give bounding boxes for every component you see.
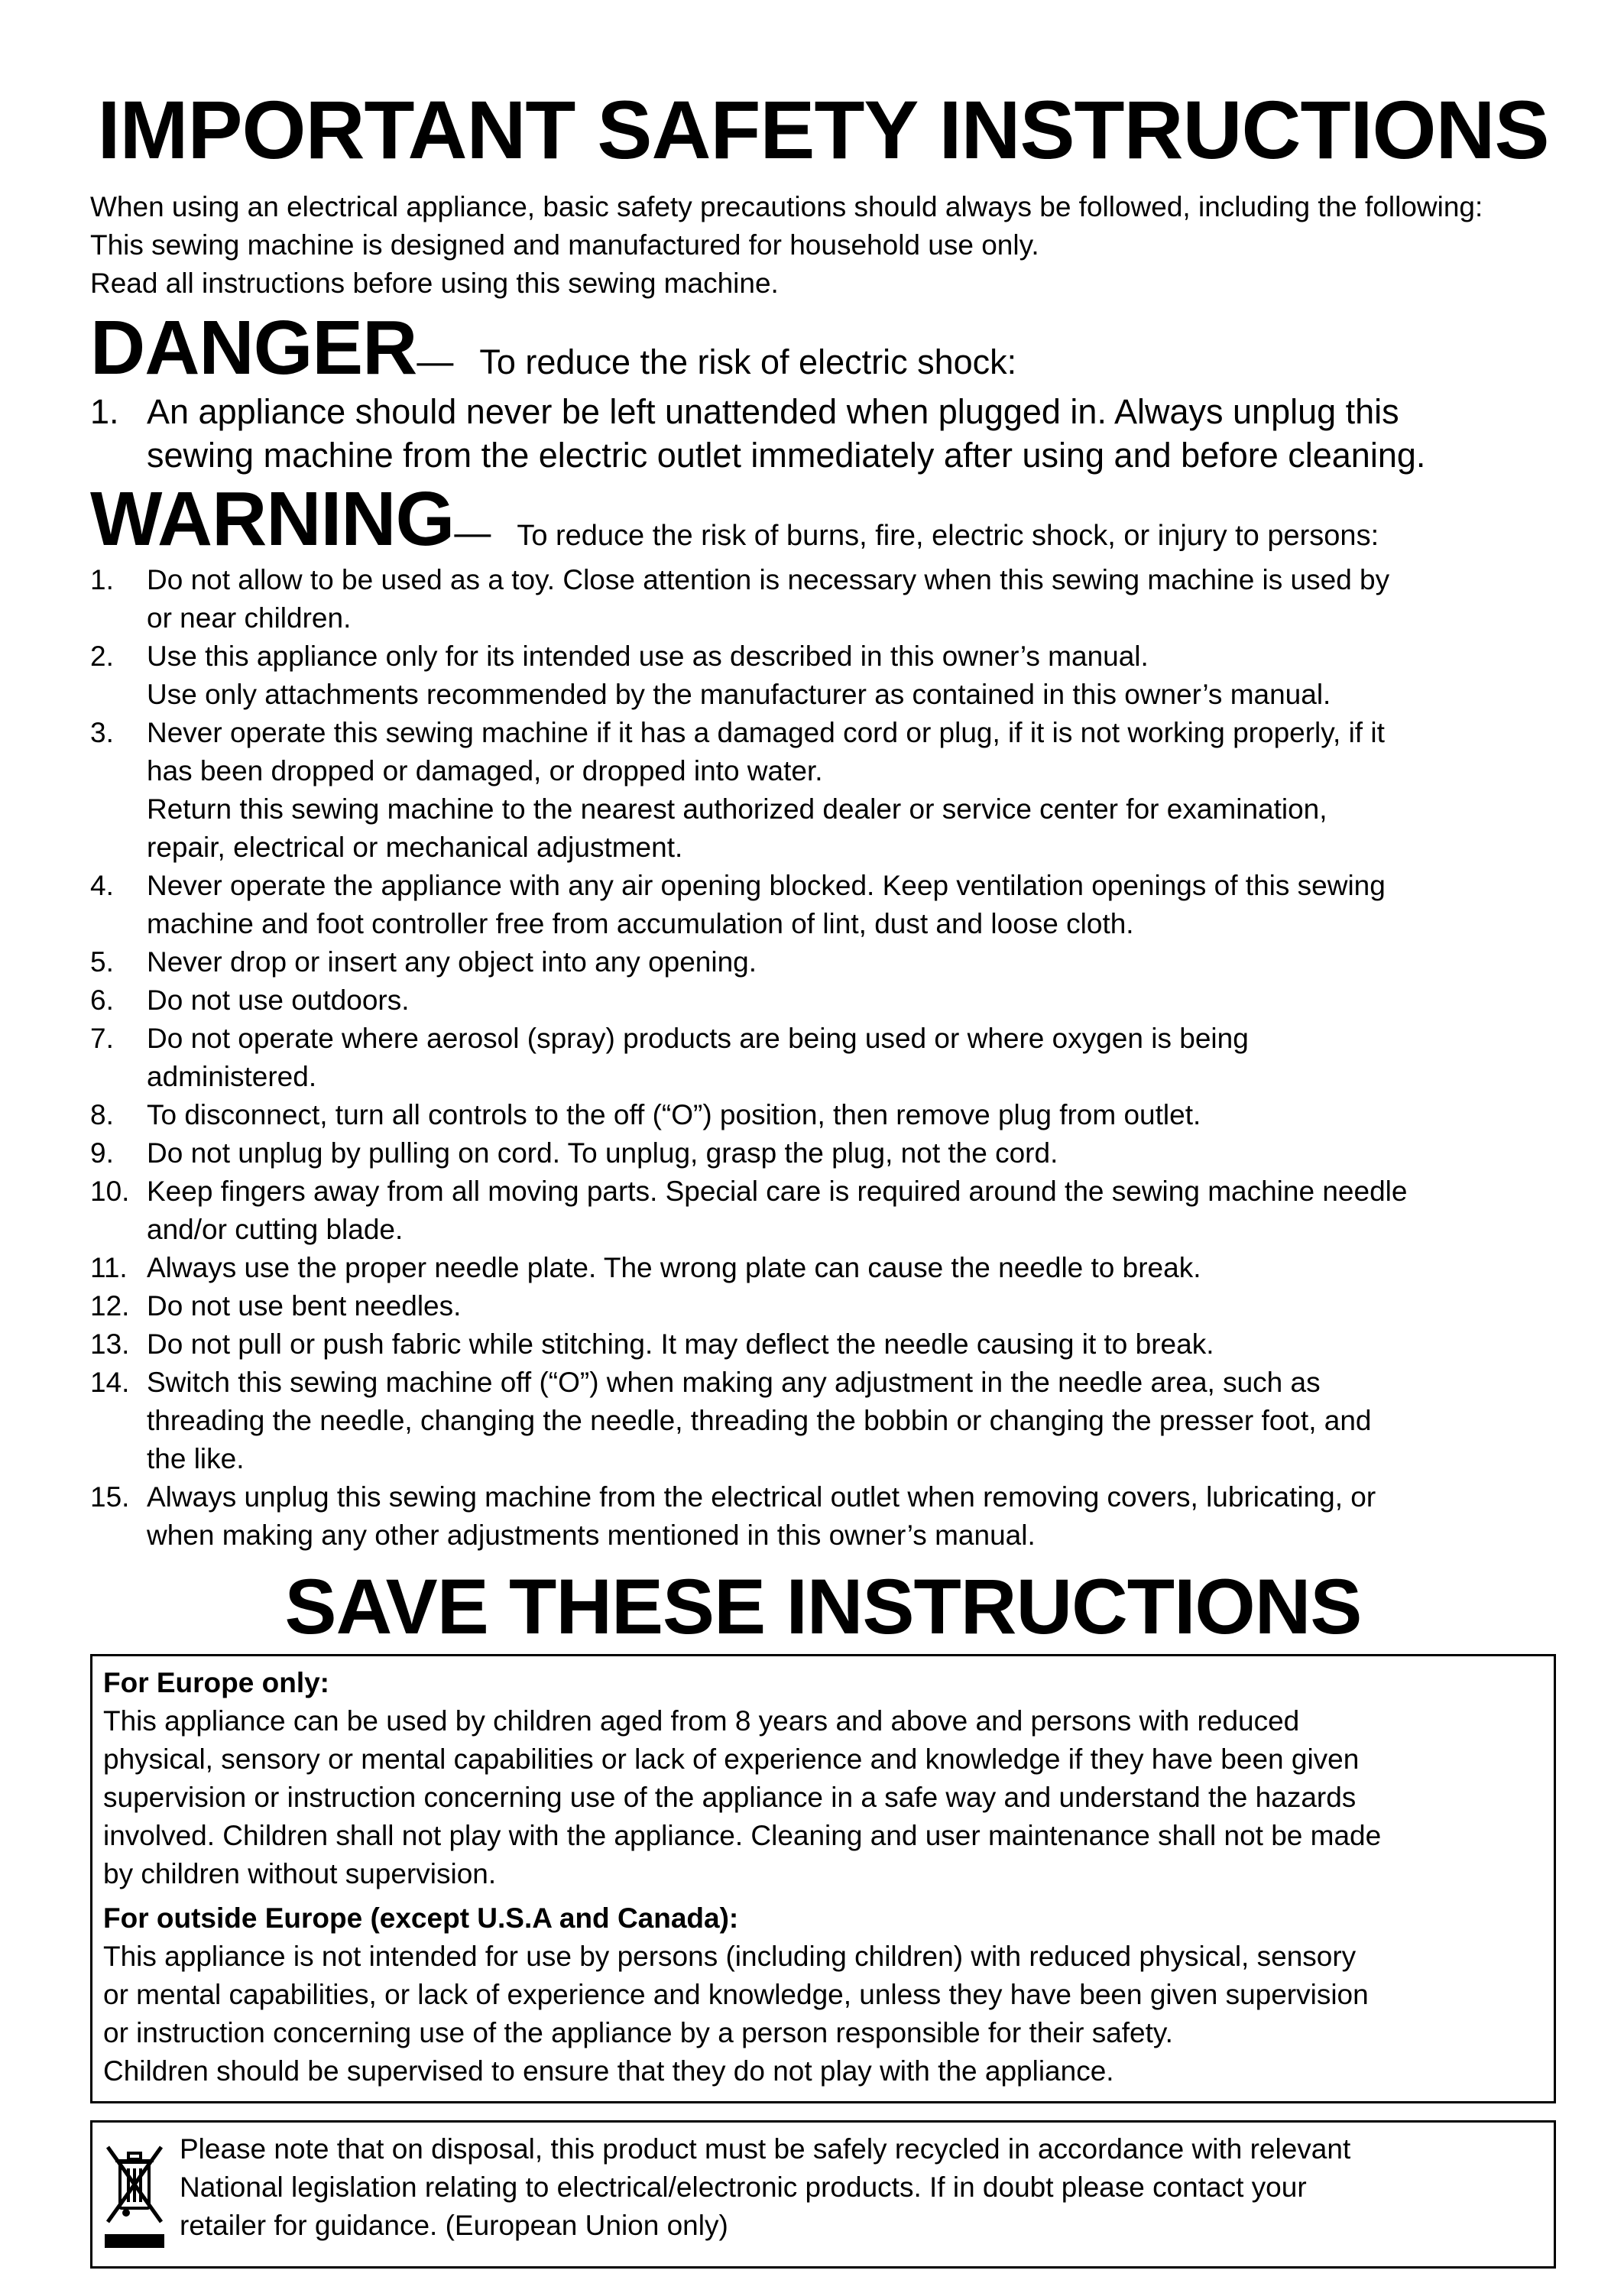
list-item (90, 1249, 1556, 1287)
text-line: by children without supervision. (103, 1858, 497, 1889)
item-line: Switch this sewing machine off (“O”) when making any adjustment in the needle area, such as (147, 1367, 1321, 1398)
item-line: sewing machine from the electric outlet immediately after using and before cleaning. (147, 436, 1426, 475)
text-line: or instruction concerning use of the appliance by a person responsible for their safety. (103, 2017, 1173, 2048)
warning-heading (90, 477, 1556, 561)
item-line: when making any other adjustments mentioned in this owner’s manual. (147, 1519, 1036, 1551)
list-item (90, 1325, 1556, 1364)
item-line: repair, electrical or mechanical adjustment. (147, 832, 683, 863)
item-number: 14. (90, 1367, 130, 1398)
document-page (90, 0, 1556, 2269)
item-line: Do not use outdoors. (147, 984, 410, 1016)
list-item (90, 1364, 1556, 1478)
list-item (90, 943, 1556, 981)
item-line: To disconnect, turn all controls to the off (“O”) position, then remove plug from outlet. (147, 1099, 1201, 1130)
list-item (90, 1478, 1556, 1555)
warning-word: WARNING (90, 476, 455, 562)
item-line: machine and foot controller free from accumulation of lint, dust and loose cloth. (147, 908, 1134, 939)
save-instructions-title: SAVE THESE INSTRUCTIONS (284, 1563, 1362, 1650)
list-item (90, 1287, 1556, 1325)
text-line: This appliance can be used by children aged from 8 years and above and persons with reduced (103, 1705, 1300, 1737)
list-item (90, 1134, 1556, 1172)
item-number: 7. (90, 1023, 114, 1054)
item-line: Keep fingers away from all moving parts. Special care is required around the sewing machine needle (147, 1176, 1408, 1207)
item-line: Do not operate where aerosol (spray) products are being used or where oxygen is being (147, 1023, 1249, 1054)
danger-list (90, 390, 1556, 477)
item-number: 1. (90, 564, 114, 595)
list-item (90, 867, 1556, 943)
dash: — (454, 513, 491, 553)
list-item (90, 390, 1556, 477)
item-number: 13. (90, 1328, 130, 1360)
list-item (90, 637, 1556, 714)
text-line: retailer for guidance. (European Union only) (180, 2210, 728, 2241)
europe-text (103, 1702, 1543, 1893)
list-item (90, 714, 1556, 867)
intro-text (90, 188, 1556, 303)
item-number: 4. (90, 870, 114, 901)
danger-subtitle: To reduce the risk of electric shock: (479, 342, 1017, 381)
item-line: Use only attachments recommended by the manufacturer as contained in this owner’s manual. (147, 679, 1331, 710)
outside-europe-text (103, 1938, 1543, 2090)
item-line: administered. (147, 1061, 317, 1092)
text-line: supervision or instruction concerning use of the appliance in a safe way and understand the hazards (103, 1782, 1357, 1813)
warning-list (90, 561, 1556, 1555)
item-line: Always use the proper needle plate. The wrong plate can cause the needle to break. (147, 1252, 1201, 1283)
warning-subtitle: To reduce the risk of burns, fire, electric shock, or injury to persons: (517, 520, 1379, 552)
intro-paragraph: When using an electrical appliance, basic safety precautions should always be followed, including the following: (90, 191, 1483, 222)
text-line: Children should be supervised to ensure that they do not play with the appliance. (103, 2055, 1114, 2087)
item-line: Always unplug this sewing machine from the electrical outlet when removing covers, lubricating, or (147, 1481, 1376, 1513)
item-line: and/or cutting blade. (147, 1214, 404, 1245)
intro-paragraph: This sewing machine is designed and manufactured for household use only. (90, 229, 1039, 261)
text-line: or mental capabilities, or lack of experience and knowledge, unless they have been given supervision (103, 1979, 1369, 2010)
outside-europe-heading: For outside Europe (except U.S.A and Canada): (103, 1902, 739, 1934)
item-line: Return this sewing machine to the nearest authorized dealer or service center for examination, (147, 793, 1327, 825)
dash: — (417, 342, 454, 382)
item-line: Do not allow to be used as a toy. Close attention is necessary when this sewing machine is used by (147, 564, 1390, 595)
item-number: 3. (90, 717, 114, 748)
list-item (90, 1172, 1556, 1249)
item-number: 11. (90, 1252, 128, 1283)
item-line: Do not unplug by pulling on cord. To unplug, grasp the plug, not the cord. (147, 1137, 1058, 1169)
item-number: 12. (90, 1290, 130, 1322)
item-number: 6. (90, 984, 114, 1016)
item-number: 8. (90, 1099, 114, 1130)
weee-crossed-bin-icon (103, 2141, 166, 2256)
item-line: Never drop or insert any object into any opening. (147, 946, 757, 978)
item-number: 5. (90, 946, 114, 978)
page-title: IMPORTANT SAFETY INSTRUCTIONS (97, 83, 1549, 176)
europe-heading: For Europe only: (103, 1667, 329, 1698)
item-number: 2. (90, 641, 114, 672)
item-line: Never operate this sewing machine if it has a damaged cord or plug, if it is not working properly, if it (147, 717, 1385, 748)
intro-paragraph: Read all instructions before using this sewing machine. (90, 268, 779, 299)
item-number: 9. (90, 1137, 114, 1169)
danger-word: DANGER (90, 305, 417, 391)
list-item (90, 981, 1556, 1020)
item-line: or near children. (147, 602, 352, 634)
danger-heading (90, 306, 1556, 390)
list-item (90, 1020, 1556, 1096)
item-line: Do not pull or push fabric while stitching. It may deflect the needle causing it to break. (147, 1328, 1214, 1360)
disposal-text (180, 2130, 1350, 2245)
item-line: Use this appliance only for its intended use as described in this owner’s manual. (147, 641, 1149, 672)
item-line: Do not use bent needles. (147, 1290, 462, 1322)
item-line: the like. (147, 1443, 245, 1474)
list-item (90, 1096, 1556, 1134)
item-number: 10. (90, 1176, 130, 1207)
item-number: 15. (90, 1481, 130, 1513)
item-number: 1. (90, 392, 119, 431)
list-item (90, 561, 1556, 637)
disposal-notice-box (90, 2120, 1556, 2269)
text-line: National legislation relating to electrical/electronic products. If in doubt please contact your (180, 2171, 1307, 2203)
text-line: involved. Children shall not play with the appliance. Cleaning and user maintenance shall not be made (103, 1820, 1382, 1851)
text-line: This appliance is not intended for use by persons (including children) with reduced physical, sensory (103, 1941, 1357, 1972)
text-line: Please note that on disposal, this product must be safely recycled in accordance with relevant (180, 2133, 1351, 2165)
item-line: has been dropped or damaged, or dropped into water. (147, 755, 823, 786)
item-line: Never operate the appliance with any air opening blocked. Keep ventilation openings of this sewing (147, 870, 1386, 901)
item-line: threading the needle, changing the needle, threading the bobbin or changing the presser foot, and (147, 1405, 1372, 1436)
text-line: physical, sensory or mental capabilities or lack of experience and knowledge if they have been given (103, 1743, 1360, 1775)
item-line: An appliance should never be left unattended when plugged in. Always unplug this (147, 392, 1399, 431)
europe-notice-box (90, 1654, 1556, 2103)
